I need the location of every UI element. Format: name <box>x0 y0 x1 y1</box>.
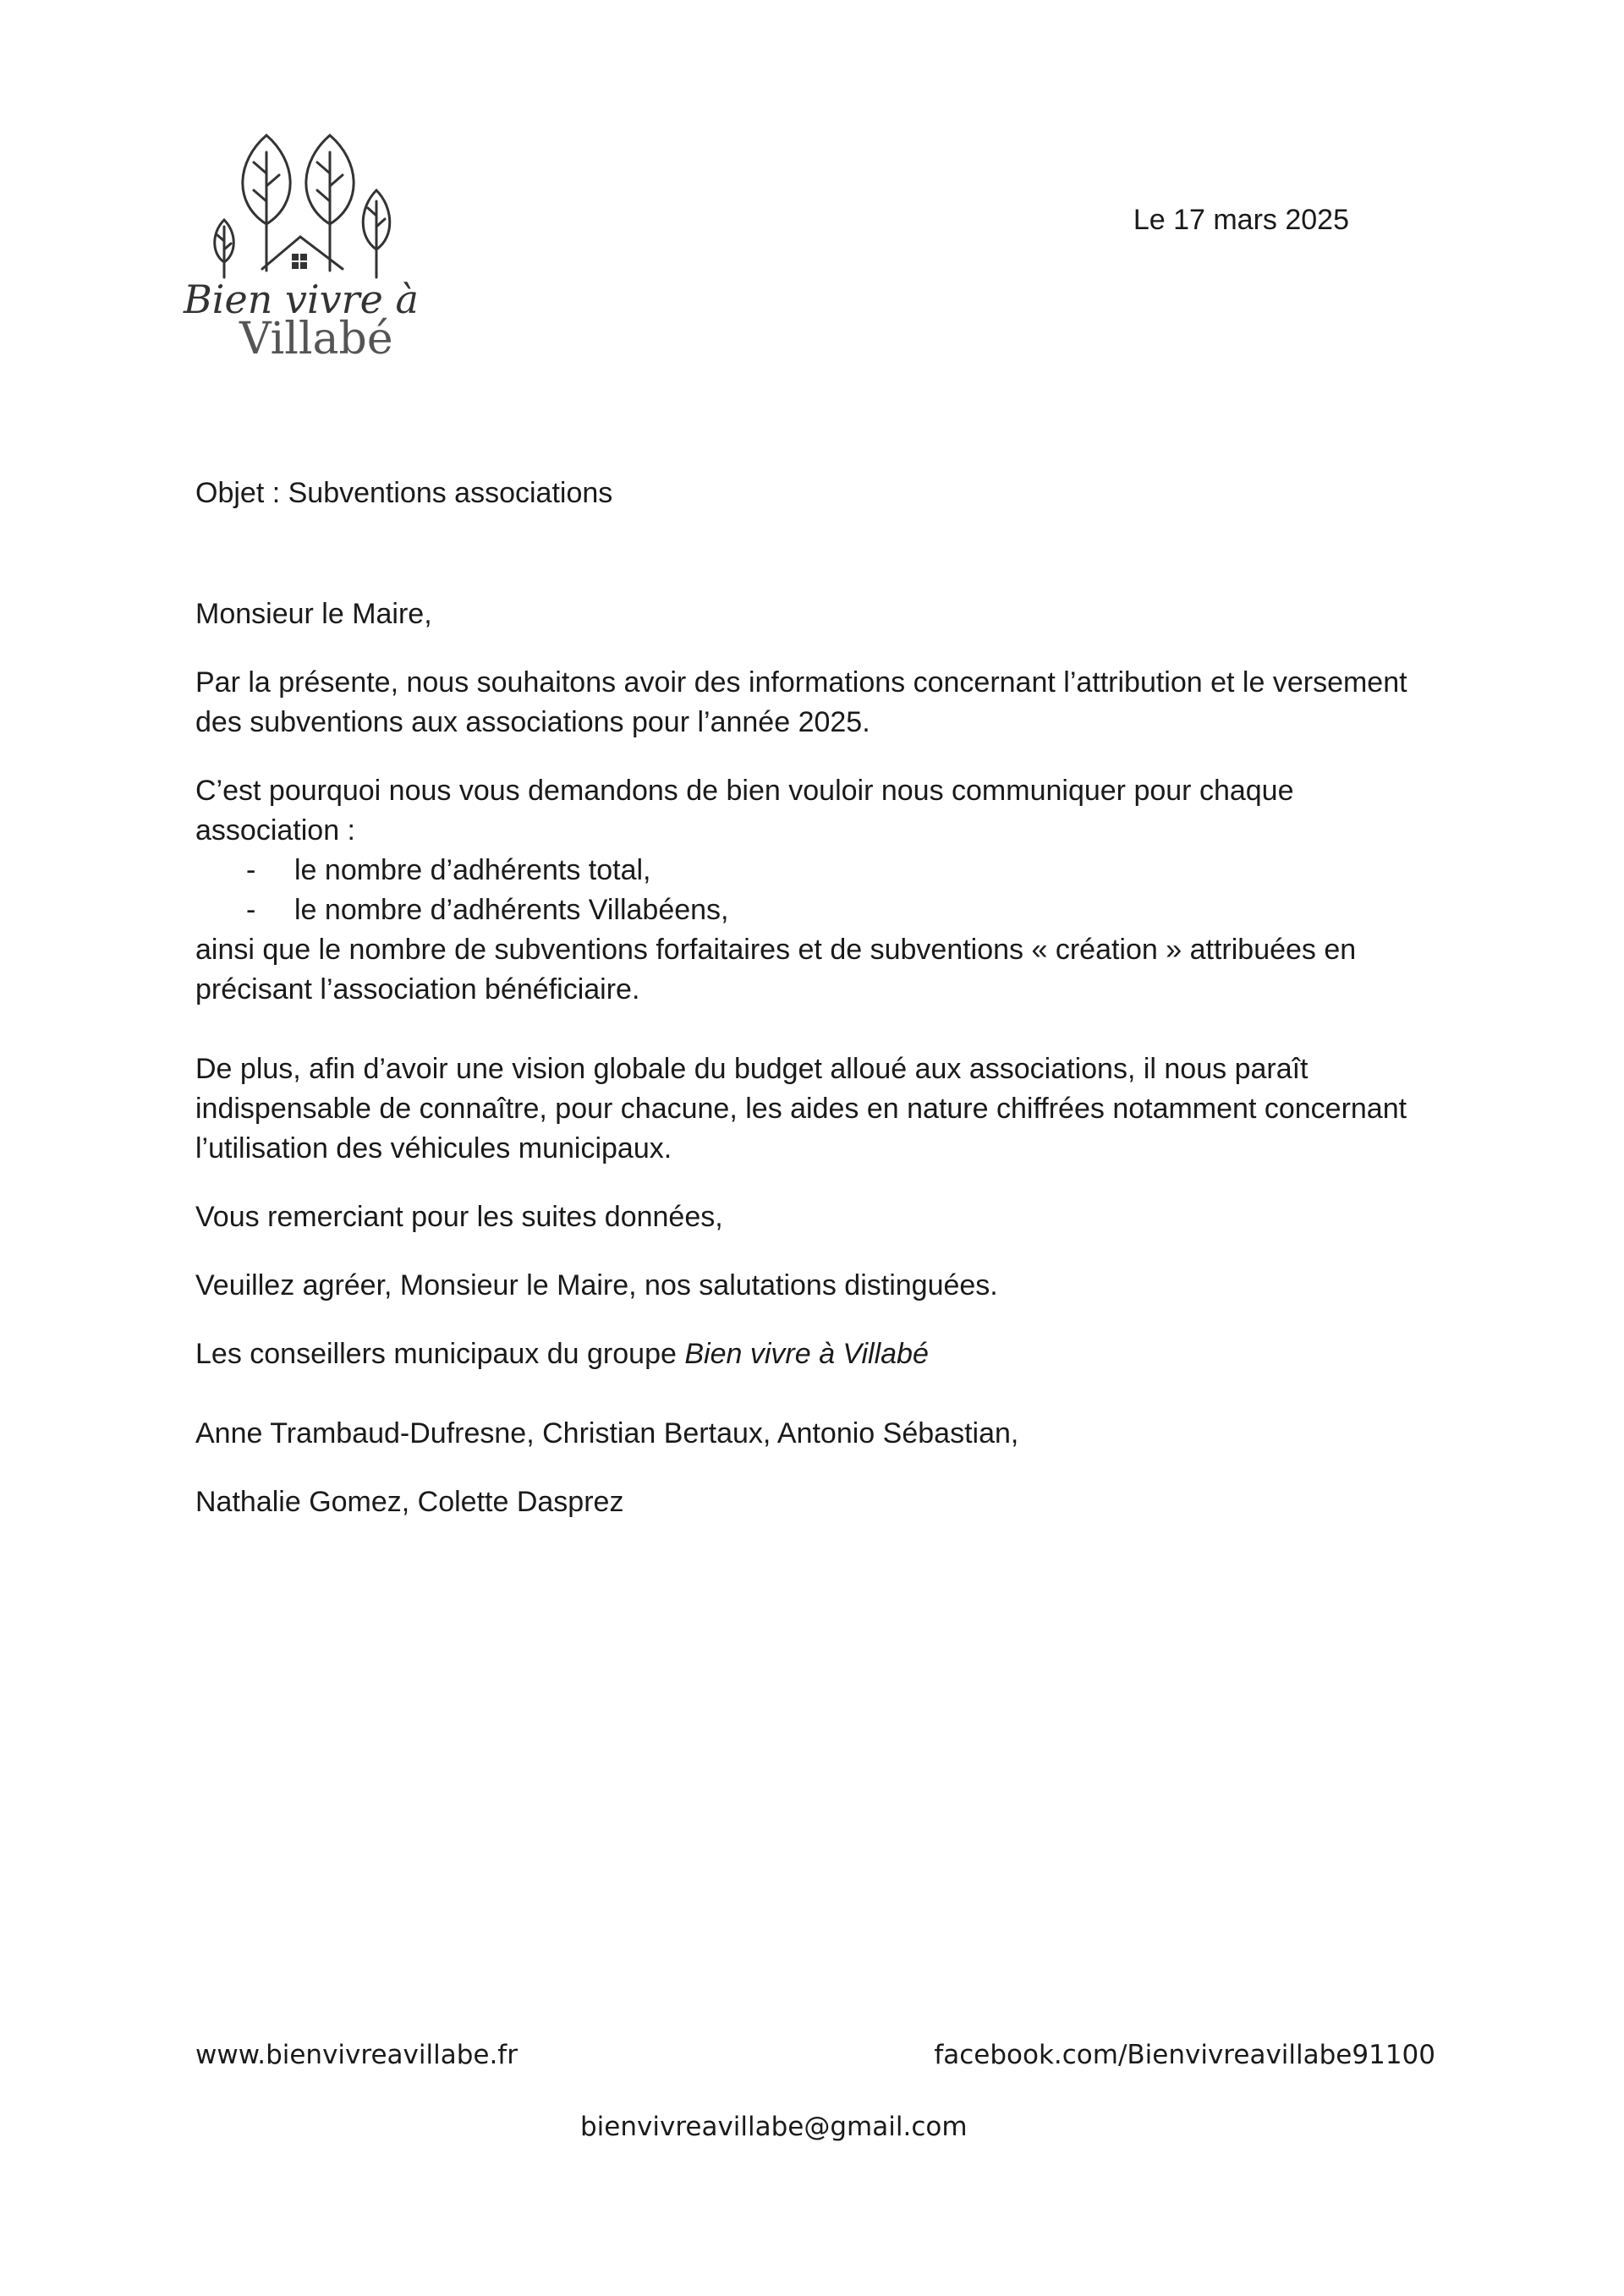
letter-subject: Objet : Subventions associations <box>195 477 613 509</box>
paragraph-request-intro: C’est pourquoi nous vous demandons de bien vouloir nous communiquer pour chaque association : <box>195 775 1294 847</box>
list-item-text: le nombre d’adhérents Villabéens, <box>294 894 729 926</box>
footer-website: www.bienvivreavillabe.fr <box>195 2040 518 2070</box>
svg-text:Bien vivre à: Bien vivre à <box>184 277 419 322</box>
request-list <box>195 851 1430 930</box>
footer-facebook: facebook.com/Bienvivreavillabe91100 <box>934 2040 1435 2070</box>
salutation: Monsieur le Maire, <box>195 598 432 630</box>
closing-line: Veuillez agréer, Monsieur le Maire, nos salutations distinguées. <box>195 1269 998 1301</box>
letter-date: Le 17 mars 2025 <box>1133 204 1349 236</box>
signature-line <box>195 1334 1430 1374</box>
signatory-names-2: Nathalie Gomez, Colette Dasprez <box>195 1486 624 1518</box>
bullet-marker: - <box>246 894 256 926</box>
paragraph-budget: De plus, afin d’avoir une vision globale du budget alloué aux associations, il nous paraît indispensable de connaître, pour chacune, les aides en nature chiffrées notamment concernant l’utilisation des véhicules municipaux. <box>195 1053 1407 1164</box>
thanks-line: Vous remerciant pour les suites données, <box>195 1201 723 1233</box>
paragraph-request-info: Par la présente, nous souhaitons avoir des informations concernant l’attribution et le versement des subventions aux associations pour l’année 2025. <box>195 666 1407 738</box>
svg-text:Villabé: Villabé <box>239 314 393 364</box>
signature-group-name: Bien vivre à Villabé <box>684 1338 929 1370</box>
paragraph-request-outro: ainsi que le nombre de subventions forfaitaires et de subventions « création » attribuées en précisant l’association bénéficiaire. <box>195 934 1357 1006</box>
signatory-names-1: Anne Trambaud-Dufresne, Christian Bertaux, Antonio Sébastian, <box>195 1417 1019 1449</box>
list-item <box>195 890 1430 930</box>
signature-prefix: Les conseillers municipaux du groupe <box>195 1338 685 1370</box>
trees-house-icon <box>173 127 461 364</box>
association-logo <box>173 127 461 364</box>
list-item <box>195 851 1430 890</box>
letter-body <box>195 474 1430 1522</box>
list-item-text: le nombre d’adhérents total, <box>294 854 651 886</box>
footer-email: bienvivreavillabe@gmail.com <box>580 2112 968 2142</box>
bullet-marker: - <box>246 854 256 886</box>
